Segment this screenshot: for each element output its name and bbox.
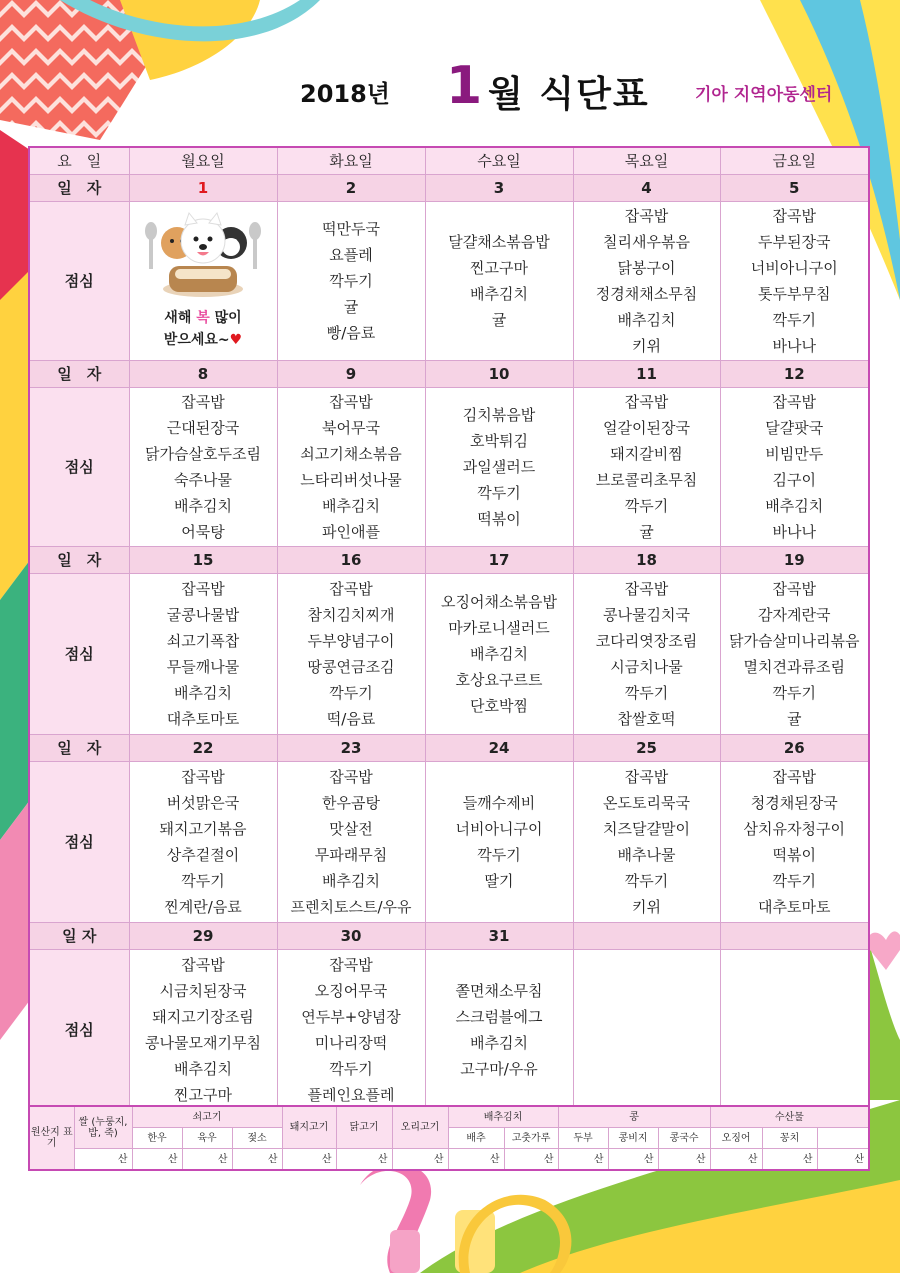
menu-item: 호상요구르트 — [455, 671, 543, 689]
menu-item: 미나리장떡 — [314, 1034, 388, 1052]
menu-item: 배추김치 — [470, 1034, 528, 1052]
menu-item: 잡곡밥 — [181, 768, 225, 786]
meal-cell — [129, 388, 277, 547]
meal-label: 점심 — [29, 388, 129, 547]
menu-item: 칠리새우볶음 — [603, 233, 690, 251]
meal-cell — [277, 574, 425, 735]
menu-item: 깍두기 — [181, 872, 225, 890]
menu-item: 딸기 — [484, 872, 514, 890]
weekday-wed: 수요일 — [425, 147, 573, 175]
menu-item: 깍두기 — [772, 684, 816, 702]
menu-item: 잡곡밥 — [624, 580, 669, 598]
puppy-characters-illustration — [141, 211, 265, 299]
menu-item: 굴콩나물밥 — [166, 606, 240, 624]
date-cell: 31 — [425, 923, 573, 950]
menu-item: 귤 — [639, 523, 654, 541]
menu-item: 잡곡밥 — [329, 580, 373, 598]
origin-country-cell: 산 — [336, 1149, 392, 1171]
weekday-tue: 화요일 — [277, 147, 425, 175]
menu-item: 잡곡밥 — [624, 768, 669, 786]
greeting-text-c: 많이 — [209, 310, 242, 326]
menu-item: 배추김치 — [322, 497, 380, 515]
menu-item: 떡볶이 — [772, 846, 816, 864]
meal-cell — [129, 762, 277, 923]
menu-item: 땅콩연금조김 — [307, 658, 395, 676]
origin-country-cell: 산 — [282, 1149, 336, 1171]
date-cell: 26 — [720, 735, 869, 762]
menu-item: 코다리엿장조림 — [595, 632, 698, 650]
meal-cell — [129, 950, 277, 1112]
menu-table — [28, 146, 870, 1112]
menu-item: 멸치견과류조림 — [743, 658, 845, 676]
menu-item: 단호박찜 — [470, 697, 528, 715]
origin-item — [817, 1128, 869, 1149]
menu-item: 너비아니구이 — [455, 820, 543, 838]
menu-item: 달걀팟국 — [765, 419, 824, 437]
menu-item: 찐고구마 — [470, 259, 528, 277]
left-pink-block — [0, 800, 30, 1040]
menu-item: 닭봉구이 — [617, 259, 676, 277]
menu-item: 배추김치 — [322, 872, 380, 890]
date-cell: 24 — [425, 735, 573, 762]
menu-item: 깍두기 — [624, 872, 669, 890]
left-yellow-block — [0, 270, 30, 600]
menu-item: 잡곡밥 — [772, 580, 816, 598]
menu-item: 스크럼블에그 — [455, 1008, 543, 1026]
new-year-greeting — [130, 307, 277, 351]
greeting-text-a: 새해 — [164, 310, 197, 326]
meal-cell — [425, 574, 573, 735]
date-cell: 22 — [129, 735, 277, 762]
menu-item: 돼지고기볶음 — [159, 820, 247, 838]
menu-item: 배추김치 — [174, 684, 232, 702]
meal-cell — [277, 202, 425, 361]
menu-item: 배추김치 — [470, 645, 528, 663]
origin-label: 원산지 표기 — [29, 1106, 74, 1170]
meal-cell — [425, 388, 573, 547]
meal-label: 점심 — [29, 762, 129, 923]
menu-item: 톳두부무침 — [758, 285, 831, 303]
menu-item: 플레인요플레 — [307, 1086, 395, 1104]
menu-item: 깍두기 — [329, 272, 373, 290]
date-cell — [573, 923, 720, 950]
menu-item: 오징어무국 — [314, 982, 388, 1000]
menu-item: 잡곡밥 — [772, 207, 816, 225]
menu-item: 잡곡밥 — [772, 393, 816, 411]
meal-row — [29, 762, 869, 923]
greeting-text-bok: 복 — [196, 310, 210, 326]
origin-rice-label: 쌀 (누룽지, 밥, 죽) — [74, 1106, 132, 1149]
menu-item: 깍두기 — [624, 497, 669, 515]
menu-item: 근대된장국 — [166, 419, 240, 437]
date-cell: 10 — [425, 361, 573, 388]
menu-item: 너비아니구이 — [750, 259, 838, 277]
origin-item: 고춧가루 — [504, 1128, 558, 1149]
weekday-fri: 금요일 — [720, 147, 869, 175]
menu-item: 요플레 — [329, 246, 373, 264]
menu-item: 잡곡밥 — [181, 393, 225, 411]
menu-item: 쫄면채소무침 — [455, 982, 543, 1000]
meal-label: 점심 — [29, 950, 129, 1112]
origin-bean-label: 콩 — [558, 1106, 710, 1128]
date-row — [29, 175, 869, 202]
meal-cell — [720, 762, 869, 923]
meal-cell — [425, 762, 573, 923]
meal-row — [29, 574, 869, 735]
date-cell: 16 — [277, 547, 425, 574]
menu-item: 대추토마토 — [166, 710, 240, 728]
menu-item: 달걀채소볶음밥 — [448, 233, 550, 251]
menu-item: 찐계란/음료 — [164, 898, 242, 916]
menu-item: 고구마/우유 — [460, 1060, 538, 1078]
menu-item: 잡곡밥 — [624, 207, 669, 225]
meal-cell — [425, 202, 573, 361]
origin-country-cell: 산 — [232, 1149, 282, 1171]
date-row-label: 일 자 — [29, 735, 129, 762]
date-row-label: 일 자 — [29, 547, 129, 574]
date-cell: 9 — [277, 361, 425, 388]
origin-country-cell: 산 — [74, 1149, 132, 1171]
weekday-mon: 월요일 — [129, 147, 277, 175]
year-label: 2018년 — [300, 80, 390, 108]
date-cell: 29 — [129, 923, 277, 950]
menu-item: 돼지고기장조림 — [152, 1008, 254, 1026]
menu-item: 바나나 — [772, 523, 816, 541]
origin-country-row — [29, 1149, 869, 1171]
menu-item: 대추토마토 — [758, 898, 831, 916]
menu-item: 배추김치 — [470, 285, 528, 303]
meal-row — [29, 202, 869, 361]
menu-item: 깍두기 — [624, 684, 669, 702]
menu-item: 느타리버섯나물 — [300, 471, 402, 489]
date-cell: 23 — [277, 735, 425, 762]
menu-item: 참치김치찌개 — [307, 606, 395, 624]
date-cell: 3 — [425, 175, 573, 202]
menu-item: 깍두기 — [477, 846, 521, 864]
menu-item: 얼갈이된장국 — [603, 419, 690, 437]
menu-item: 깍두기 — [772, 872, 816, 890]
menu-item: 깍두기 — [329, 684, 373, 702]
meal-cell — [425, 950, 573, 1112]
menu-item: 배추김치 — [765, 497, 824, 515]
menu-item: 닭가슴살호두조림 — [145, 445, 261, 463]
menu-item: 닭가슴살미나리볶음 — [729, 632, 860, 650]
origin-country-cell: 산 — [504, 1149, 558, 1171]
menu-item: 들깨수제비 — [462, 794, 536, 812]
origin-country-cell: 산 — [762, 1149, 817, 1171]
menu-item: 귤 — [787, 710, 802, 728]
menu-item: 귤 — [343, 298, 359, 316]
menu-item: 무파래무침 — [314, 846, 388, 864]
menu-item: 청경채된장국 — [750, 794, 838, 812]
origin-country-cell: 산 — [817, 1149, 869, 1171]
menu-item: 정경채채소무침 — [595, 285, 698, 303]
origin-item: 오징어 — [710, 1128, 762, 1149]
menu-item: 찹쌀호떡 — [617, 710, 676, 728]
date-cell: 19 — [720, 547, 869, 574]
date-row-label: 일 자 — [29, 923, 129, 950]
meal-cell — [573, 202, 720, 361]
menu-item: 떡볶이 — [477, 510, 521, 528]
origin-table — [28, 1105, 870, 1171]
page-header — [0, 56, 900, 122]
date-cell: 4 — [573, 175, 720, 202]
meal-cell — [573, 950, 720, 1112]
menu-item: 어묵탕 — [181, 523, 225, 541]
origin-country-cell: 산 — [558, 1149, 608, 1171]
date-cell: 30 — [277, 923, 425, 950]
menu-item: 귤 — [491, 311, 507, 329]
origin-item: 한우 — [132, 1128, 182, 1149]
menu-item: 온도토리묵국 — [603, 794, 690, 812]
origin-item: 젖소 — [232, 1128, 282, 1149]
origin-item: 콩국수 — [658, 1128, 710, 1149]
menu-item: 치즈달걀말이 — [603, 820, 690, 838]
menu-item: 쇠고기폭찹 — [166, 632, 240, 650]
meal-cell — [573, 574, 720, 735]
origin-item: 콩비지 — [608, 1128, 658, 1149]
menu-item: 배추김치 — [174, 497, 232, 515]
menu-item: 두부된장국 — [758, 233, 831, 251]
date-cell: 8 — [129, 361, 277, 388]
origin-duck-label: 오리고기 — [392, 1106, 448, 1149]
menu-item: 키위 — [632, 337, 661, 355]
origin-country-cell: 산 — [182, 1149, 232, 1171]
date-cell: 2 — [277, 175, 425, 202]
weekday-header-row — [29, 147, 869, 175]
origin-country-cell: 산 — [132, 1149, 182, 1171]
menu-item: 잡곡밥 — [329, 768, 373, 786]
origin-country-cell: 산 — [448, 1149, 504, 1171]
date-row-label: 일 자 — [29, 175, 129, 202]
menu-item: 오징어채소볶음밥 — [441, 593, 557, 611]
menu-item: 브로콜리초무침 — [595, 471, 698, 489]
menu-item: 비빔만두 — [765, 445, 824, 463]
origin-country-cell: 산 — [608, 1149, 658, 1171]
center-name: 기아 지역아동센터 — [695, 85, 833, 105]
menu-item: 떡만두국 — [322, 220, 380, 238]
menu-item: 깍두기 — [477, 484, 521, 502]
date-cell: 5 — [720, 175, 869, 202]
origin-item: 꽁치 — [762, 1128, 817, 1149]
menu-item: 잡곡밥 — [181, 956, 225, 974]
date-cell: 18 — [573, 547, 720, 574]
date-row-label: 일 자 — [29, 361, 129, 388]
date-cell — [720, 923, 869, 950]
greeting-cell — [130, 211, 277, 351]
left-green-block — [0, 560, 30, 840]
origin-kimchi-label: 배추김치 — [448, 1106, 558, 1128]
date-row — [29, 547, 869, 574]
meal-label: 점심 — [29, 202, 129, 361]
date-row — [29, 361, 869, 388]
menu-item: 배추김치 — [174, 1060, 232, 1078]
menu-item: 깍두기 — [772, 311, 816, 329]
origin-item: 배추 — [448, 1128, 504, 1149]
menu-item: 잡곡밥 — [329, 956, 373, 974]
menu-item: 상추겉절이 — [166, 846, 240, 864]
menu-item: 북어무국 — [322, 419, 380, 437]
meal-cell — [720, 950, 869, 1112]
date-cell: 25 — [573, 735, 720, 762]
menu-item: 마카로니샐러드 — [448, 619, 550, 637]
menu-item: 떡/음료 — [326, 710, 376, 728]
menu-item: 콩나물모재기무침 — [145, 1034, 261, 1052]
menu-item: 잡곡밥 — [624, 393, 669, 411]
date-cell: 15 — [129, 547, 277, 574]
menu-item: 배추김치 — [617, 311, 676, 329]
weekday-thu: 목요일 — [573, 147, 720, 175]
menu-item: 맛살전 — [329, 820, 373, 838]
menu-item: 프렌치토스트/우유 — [290, 898, 412, 916]
origin-group-row — [29, 1106, 869, 1128]
menu-item: 잡곡밥 — [772, 768, 816, 786]
menu-item: 잡곡밥 — [181, 580, 225, 598]
origin-country-cell: 산 — [710, 1149, 762, 1171]
origin-item: 두부 — [558, 1128, 608, 1149]
menu-item: 감자계란국 — [758, 606, 831, 624]
menu-item: 숙주나물 — [174, 471, 232, 489]
heart-icon: ♥ — [229, 332, 243, 348]
meal-row — [29, 388, 869, 547]
origin-beef-label: 쇠고기 — [132, 1106, 282, 1128]
menu-item: 쇠고기채소볶음 — [300, 445, 402, 463]
menu-item: 한우곰탕 — [322, 794, 380, 812]
date-row — [29, 735, 869, 762]
origin-item: 육우 — [182, 1128, 232, 1149]
weekday-header-label: 요 일 — [29, 147, 129, 175]
menu-item: 빵/음료 — [326, 324, 376, 342]
meal-cell — [720, 202, 869, 361]
origin-country-cell: 산 — [392, 1149, 448, 1171]
date-cell: 17 — [425, 547, 573, 574]
date-cell: 12 — [720, 361, 869, 388]
origin-country-cell: 산 — [658, 1149, 710, 1171]
meal-cell — [129, 574, 277, 735]
menu-item: 콩나물김치국 — [603, 606, 690, 624]
menu-item: 잡곡밥 — [329, 393, 373, 411]
origin-pork-label: 돼지고기 — [282, 1106, 336, 1149]
menu-item: 두부양념구이 — [307, 632, 395, 650]
menu-item: 무들깨나물 — [166, 658, 240, 676]
menu-item: 김구이 — [772, 471, 816, 489]
menu-item: 시금치된장국 — [159, 982, 247, 1000]
menu-item: 배추나물 — [617, 846, 676, 864]
date-cell: 1 — [129, 175, 277, 202]
meal-cell — [720, 388, 869, 547]
month-number: 1 — [446, 56, 483, 116]
page-title: 월 식단표 — [488, 74, 650, 115]
menu-item: 시금치나물 — [610, 658, 683, 676]
menu-item: 과일샐러드 — [462, 458, 536, 476]
date-cell: 11 — [573, 361, 720, 388]
menu-item: 김치볶음밥 — [462, 406, 536, 424]
menu-item: 버섯맑은국 — [166, 794, 240, 812]
meal-cell — [573, 388, 720, 547]
meal-cell — [720, 574, 869, 735]
menu-item: 삼치유자청구이 — [743, 820, 845, 838]
menu-item: 파인애플 — [322, 523, 380, 541]
meal-cell — [277, 950, 425, 1112]
meal-cell — [129, 202, 277, 361]
meal-cell — [573, 762, 720, 923]
menu-item: 호박튀김 — [470, 432, 528, 450]
meal-cell — [277, 762, 425, 923]
meal-label: 점심 — [29, 574, 129, 735]
menu-item: 돼지갈비찜 — [610, 445, 683, 463]
meal-cell — [277, 388, 425, 547]
menu-item: 연두부+양념장 — [301, 1008, 401, 1026]
origin-item-row — [29, 1128, 869, 1149]
origin-chicken-label: 닭고기 — [336, 1106, 392, 1149]
menu-item: 찐고구마 — [174, 1086, 232, 1104]
origin-seafood-label: 수산물 — [710, 1106, 869, 1128]
date-row — [29, 923, 869, 950]
meal-row — [29, 950, 869, 1112]
greeting-text-line2: 받으세요~ — [163, 332, 230, 348]
pink-ribbon-stub — [390, 1230, 420, 1273]
menu-table-body — [29, 147, 869, 1111]
menu-item: 바나나 — [772, 337, 816, 355]
menu-item: 키위 — [632, 898, 661, 916]
menu-item: 깍두기 — [329, 1060, 373, 1078]
